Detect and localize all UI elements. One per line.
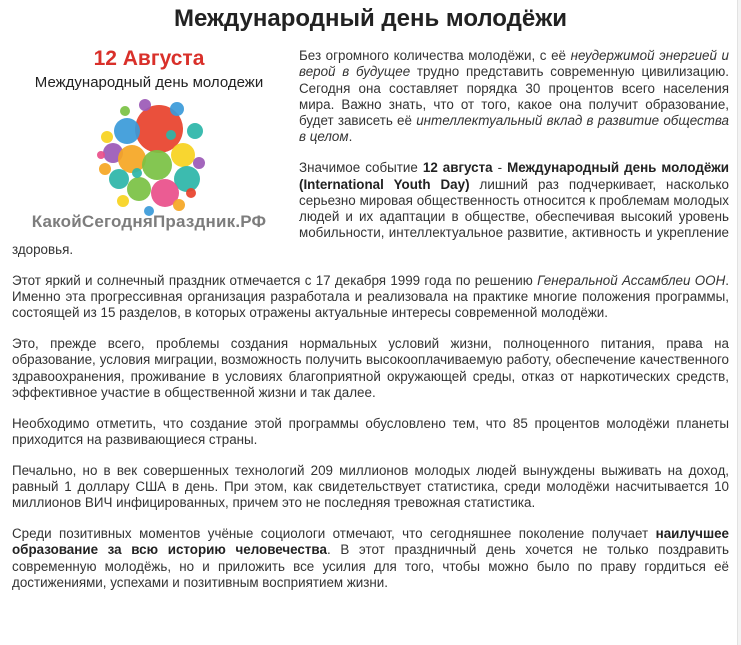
logo-caption: Международный день молодежи	[34, 74, 264, 91]
logo-bubble	[166, 130, 176, 140]
logo-bubble	[170, 102, 184, 116]
logo-bubble	[173, 199, 185, 211]
paragraph-intro: Без огромного количества молодёжи, с её неудержимой энергией и верой в будущее трудно представить современную цивилизацию. Сегодня она составляет порядка 30 процентов всего населения мира. Важно знать, что от того, какое она получит образование, будет зависеть её интеллектуальный вклад в развитие общества в целом.	[299, 48, 730, 145]
logo-bubble	[139, 99, 151, 111]
paragraph-statistics: Печально, но в век совершенных технологий 209 миллионов молодых людей вынуждены выживать на доход, равный 1 доллару США в день. При этом, как свидетельствует статистика, среди молодёжи насчитывается 10 миллионов ВИЧ инфицированных, причем это не последняя тревожная статистика.	[12, 462, 729, 511]
logo-bubble	[101, 131, 113, 143]
logo-bubble	[114, 118, 140, 144]
paragraph-history: Этот яркий и солнечный праздник отмечается с 17 декабря 1999 года по решению Генеральной Ассамблеи ООН. Именно эта прогрессивная организация разработала и реализовала на практике многие положения программы, состоящей из 15 разделов, в которых отражены актуальные интересы современной молодёжи.	[12, 272, 730, 321]
article-body	[12, 34, 729, 591]
paragraph-positive: Среди позитивных моментов учёные социологи отмечают, что сегодняшнее поколение получает наилучшее образование за всю историю человечества. В этот праздничный день хочется не только поздравить современную молодёжь, но и приложить все усилия для того, чтобы можно было по праву гордиться её достижениями, успехами и позитивным восприятием жизни.	[12, 526, 730, 591]
logo-bubble	[120, 106, 130, 116]
logo-bubble	[117, 195, 129, 207]
logo-date: 12 Августа	[93, 47, 205, 70]
logo-bubble	[132, 168, 142, 178]
holiday-logo-image	[13, 43, 285, 235]
logo-bubble	[171, 143, 195, 167]
logo-site-name: КакойСегодняПраздник.РФ	[31, 212, 267, 231]
logo-bubble	[187, 123, 203, 139]
logo-bubble	[193, 157, 205, 169]
page-title: Международный день молодёжи	[173, 5, 568, 32]
paragraph-program: Необходимо отметить, что создание этой программы обусловлено тем, что 85 процентов молодёжи планеты приходится на развивающиеся страны.	[12, 415, 729, 447]
logo-bubble	[99, 163, 111, 175]
logo-bubble	[109, 169, 129, 189]
logo-bubble	[127, 177, 151, 201]
paragraph-problems: Это, прежде всего, проблемы создания нормальных условий жизни, полноценного питания, права на образование, условия миграции, возможность получить высокооплачиваемую работу, обеспечение качественного здравоохранения, проживание в условиях благоприятной окружающей среды, отказ от наркотических средств, эффективное участие в общественной жизни и так далее.	[12, 335, 729, 400]
paragraph-event: Значимое событие 12 августа - Международный день молодёжи (International Youth Day) лишний раз подчеркивает, насколько серьезно мировая общественность относится к проблемам молодых людей и их адаптации в обществе, обеспечивая высокий уровень мобильности, интеллектуальное развитие, активность и укрепление здоровья.	[12, 160, 730, 257]
logo-bubble	[142, 150, 172, 180]
logo-bubble	[97, 151, 105, 159]
logo-bubble	[118, 145, 146, 173]
logo-bubble	[186, 188, 196, 198]
scrollbar-edge[interactable]	[737, 0, 741, 645]
colorful-bubble-globe-icon	[87, 93, 211, 217]
